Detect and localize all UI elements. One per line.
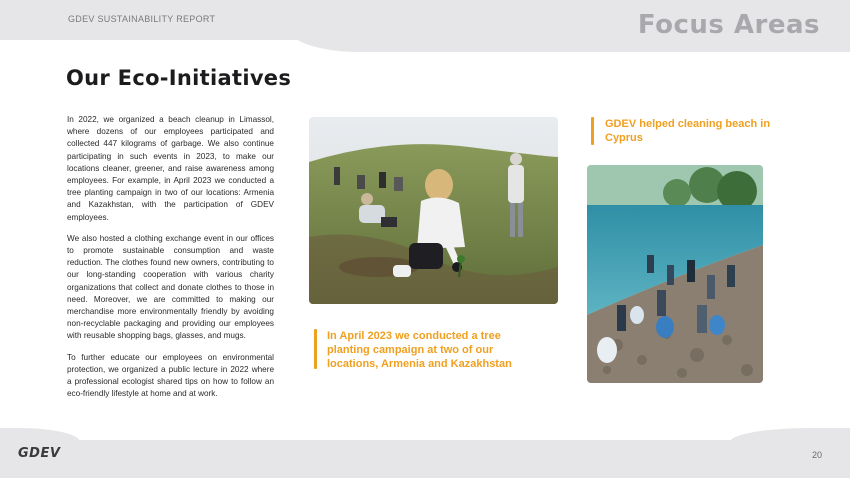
caption-accent-bar (591, 117, 594, 145)
tree-planting-caption: In April 2023 we conducted a tree planting campaign at two of our locations, Armenia and Kazakhstan (327, 330, 512, 370)
page-heading: Our Eco-Initiatives (66, 66, 292, 90)
page-number: 20 (811, 450, 822, 460)
tree-planting-image (309, 117, 558, 304)
footer-band (0, 440, 850, 478)
beach-cleanup-image (587, 165, 763, 383)
tree-planting-photo (309, 117, 558, 304)
body-paragraph: We also hosted a clothing exchange event in our offices to promote sustainable consumption and waste reduction. The clothes found new owners, contributing to our long-standing cooperation with various charity organizations that collect and donate clothes to those in need. Moreover, we are committed to making our merchandise more environmentally friendly by avoiding non-recyclable packaging and providing our employees with reusable shopping bags, glasses, and mugs. (67, 233, 274, 341)
beach-cleanup-caption: GDEV helped cleaning beach in Cyprus (605, 118, 771, 144)
caption-accent-bar (314, 329, 317, 369)
body-text (67, 114, 274, 409)
section-title: Focus Areas (637, 10, 820, 40)
body-paragraph: To further educate our employees on environmental protection, we organized a public lecture in 2022 where a professional ecologist shared tips on how to follow an eco-friendly lifestyle at home and at work. (67, 352, 274, 399)
report-label: GDEV SUSTAINABILITY REPORT (68, 14, 216, 24)
beach-cleanup-photo (587, 165, 763, 383)
gdev-logo: GDEV (18, 446, 61, 461)
body-paragraph: In 2022, we organized a beach cleanup in Limassol, where dozens of our employees participated and collected 447 kilograms of garbage. We also continue participating in such events in 2023, to make our locations cleaner, greener, and raise awareness among employees. For example, in April 2023 we conducted a tree planting campaign in two of our locations: Armenia and Kazakhstan, with the participation of GDEV employees. (67, 115, 274, 222)
